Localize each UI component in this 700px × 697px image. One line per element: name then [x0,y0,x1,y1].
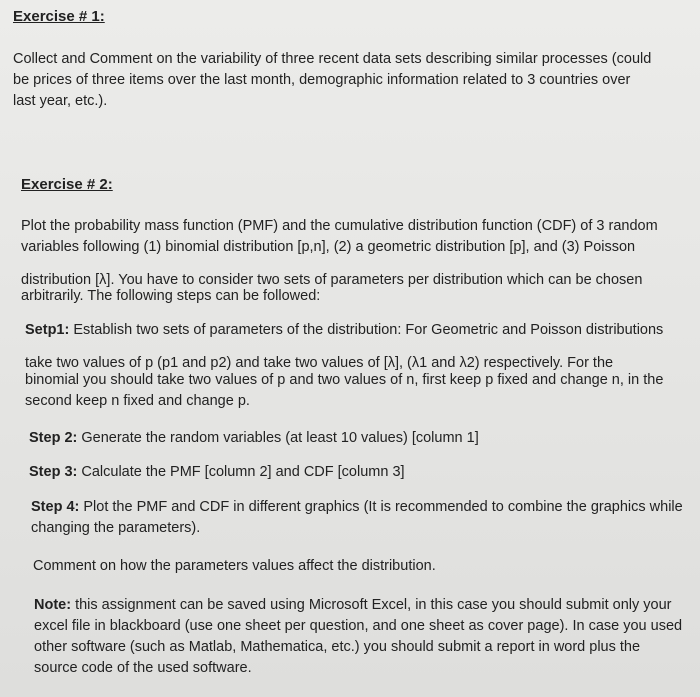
step-4-text: Plot the PMF and CDF in different graphics (It is recommended to combine the graphics while [79,499,683,515]
step-1-body [25,355,663,410]
note-block [34,595,682,679]
step-2-line [29,428,479,449]
step-3-label: Step 3: [29,464,78,480]
exercise-2-heading: Exercise # 2: [21,176,113,193]
exercise-1-line: Collect and Comment on the variability of three recent data sets describing similar processes (could [13,51,652,67]
exercise-2-intro-b [21,272,642,304]
step-1-line: second keep n fixed and change p. [25,393,250,409]
step-1-heading-line [25,320,663,341]
step-1-line: binomial you should take two values of p and two values of n, first keep p fixed and change n, in the [25,372,664,388]
note-line: source code of the used software. [34,660,252,676]
step-2-label: Step 2: [29,430,78,446]
comment-line: Comment on how the parameters values affect the distribution. [33,558,436,574]
exercise-1-heading: Exercise # 1: [13,8,105,25]
step-1-label: Setp1: [25,322,70,338]
note-line: excel file in blackboard (use one sheet per question, and one sheet as cover page). In case you used [34,618,683,634]
step-4-label: Step 4: [31,499,80,515]
note-text: this assignment can be saved using Microsoft Excel, in this case you should submit only your [71,597,672,613]
exercise-2-intro-a [21,216,658,258]
step-2-text: Generate the random variables (at least 10 values) [column 1] [77,430,479,446]
exercise-2-intro-line: Plot the probability mass function (PMF) and the cumulative distribution function (CDF) of 3 random [21,218,658,234]
step-1-text: Establish two sets of parameters of the distribution: For Geometric and Poisson distributions [69,322,664,338]
exercise-2-intro-line: variables following (1) binomial distribution [p,n], (2) a geometric distribution [p], and (3) Poisson [21,239,636,255]
step-4-block [31,497,683,539]
step-3-text: Calculate the PMF [column 2] and CDF [column 3] [77,464,405,480]
exercise-2-intro-line: distribution [λ]. You have to consider two sets of parameters per distribution which can be chosen [21,272,643,288]
step-1-line: take two values of p (p1 and p2) and take two values of [λ], (λ1 and λ2) respectively. For the [25,355,614,371]
step-4-line: changing the parameters). [31,520,201,536]
note-line: other software (such as Matlab, Mathematica, etc.) you should submit a report in word plus the [34,639,641,655]
exercise-1-line: last year, etc.). [13,93,108,109]
exercise-1-text [13,49,651,112]
note-label: Note: [34,597,72,613]
step-3-line [29,462,405,483]
exercise-1-line: be prices of three items over the last month, demographic information related to 3 countries over [13,72,631,88]
exercise-2-intro-line: arbitrarily. The following steps can be followed: [21,288,321,304]
